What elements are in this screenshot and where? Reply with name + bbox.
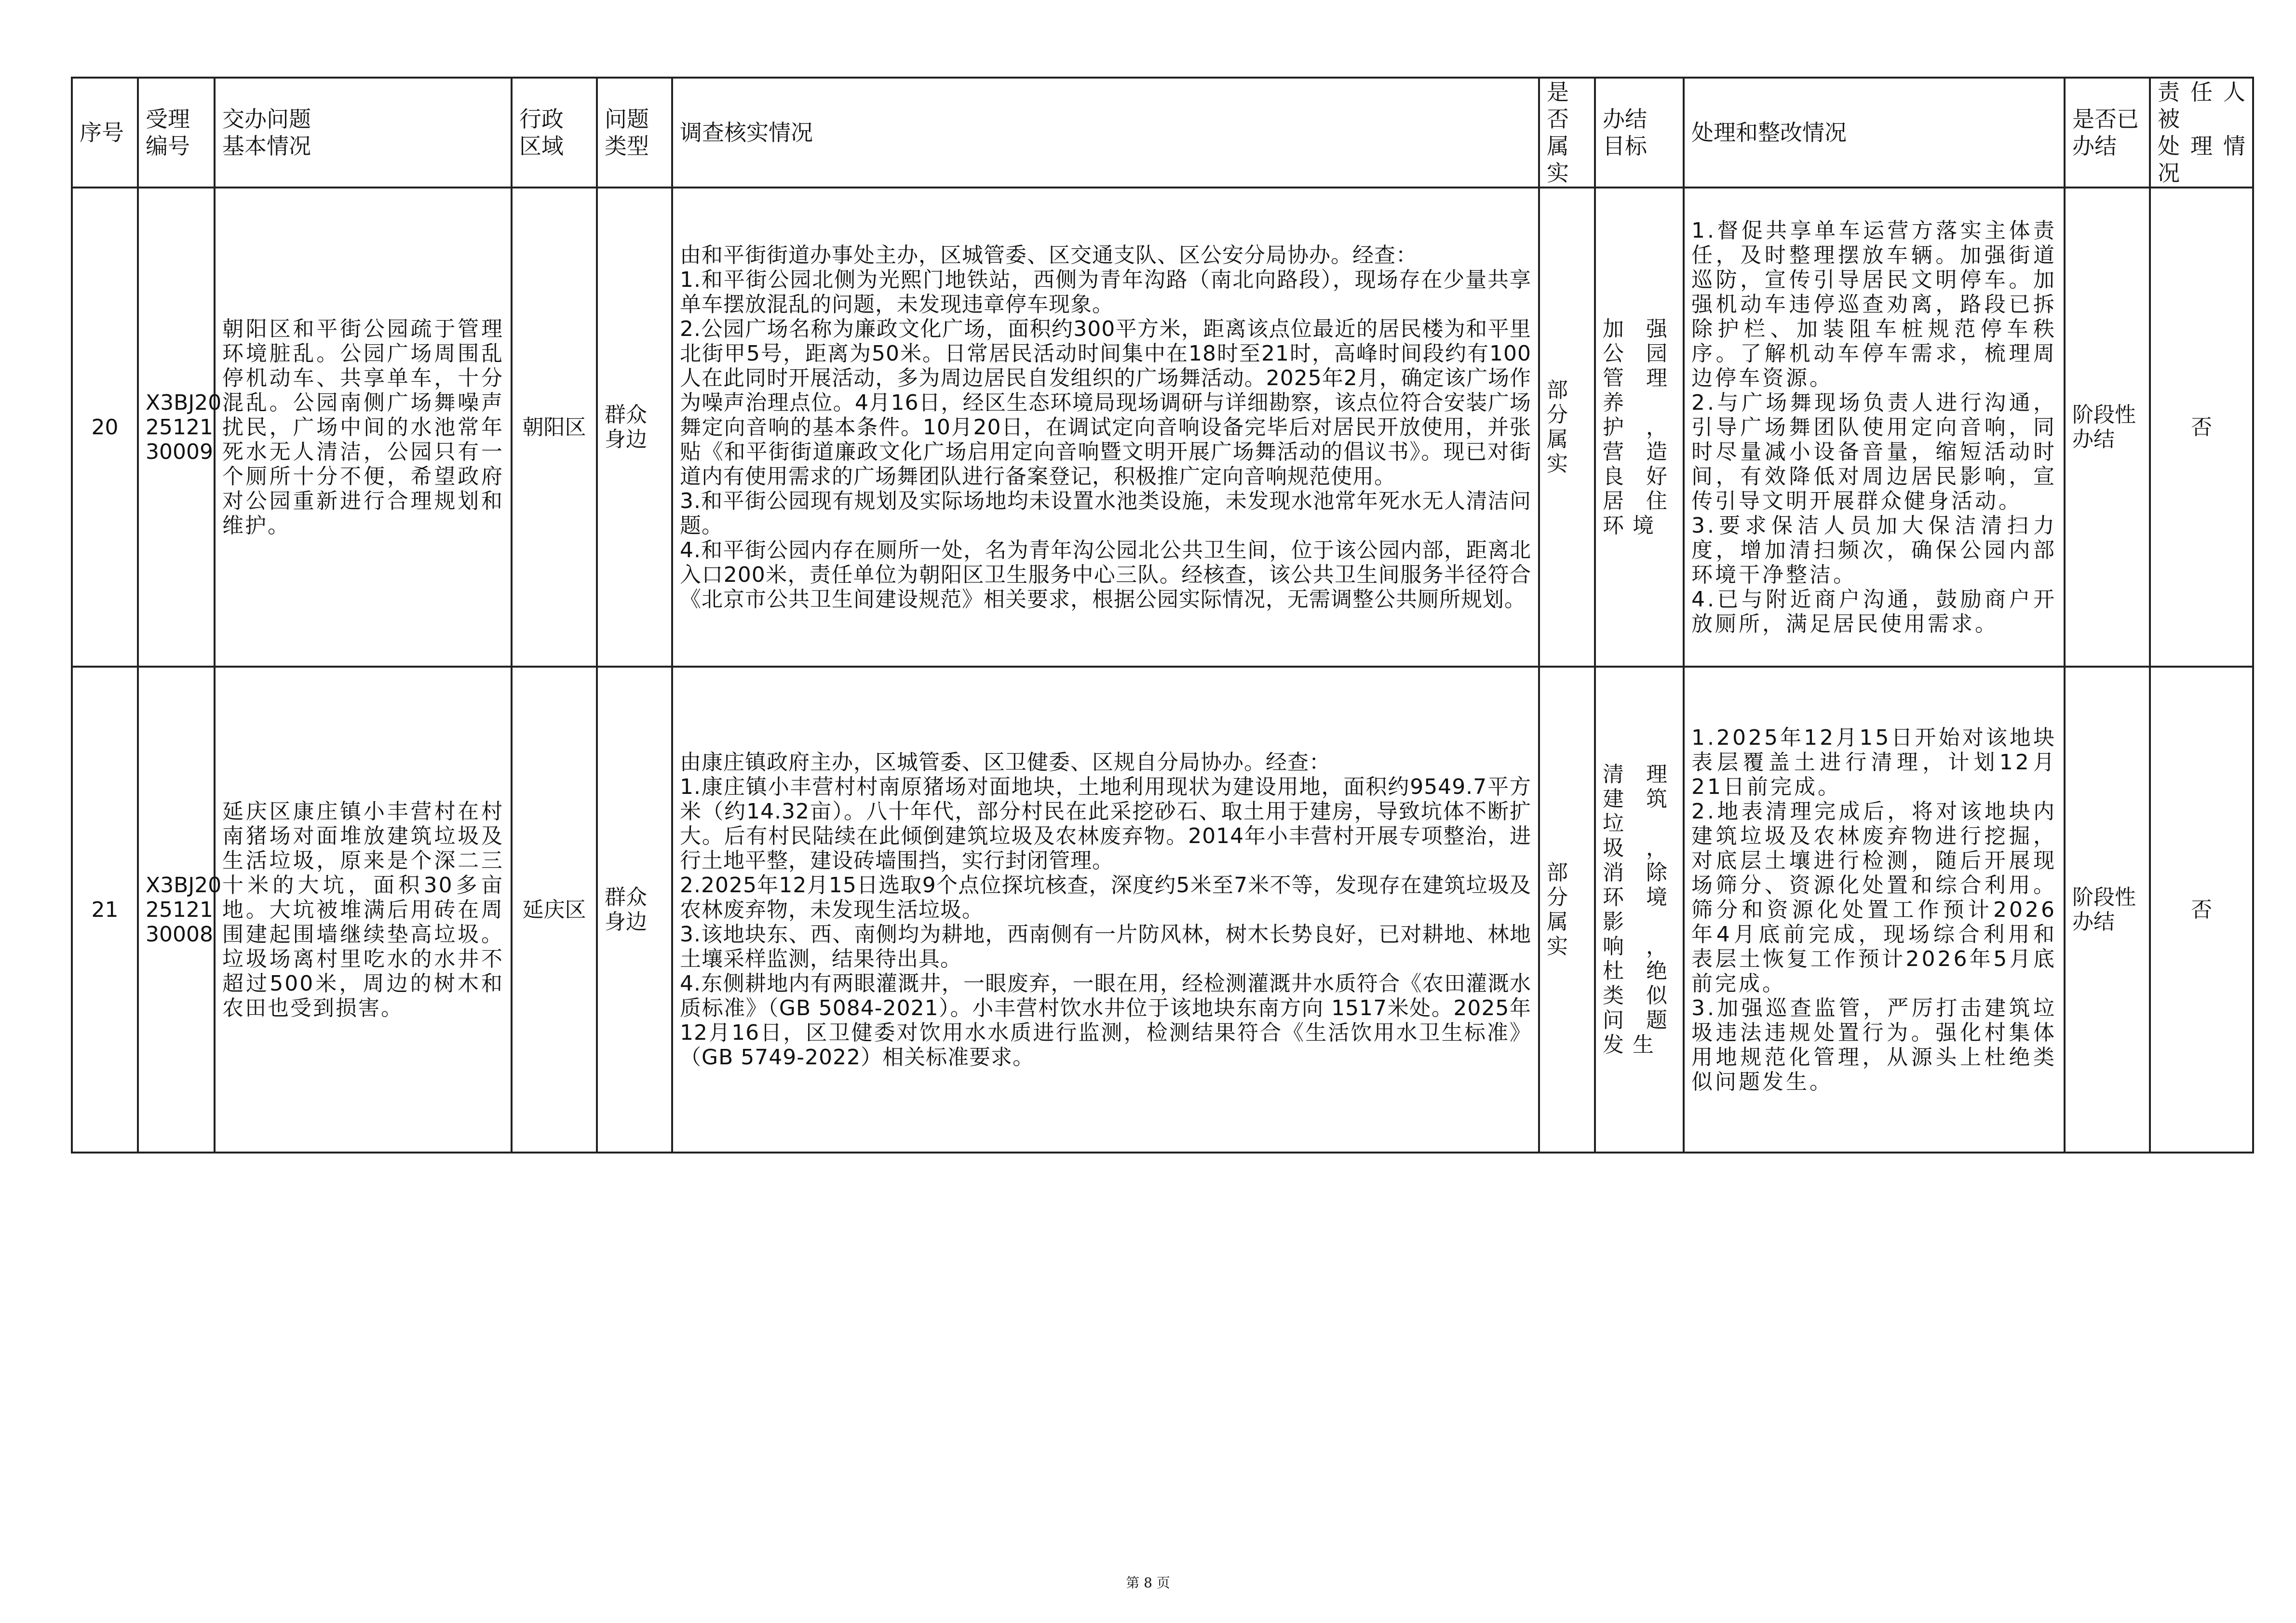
header-investigation: 调查核实情况: [672, 78, 1539, 188]
cell-id: X3BJ20 25121 30009: [138, 188, 215, 667]
header-type: 问题 类型: [597, 78, 672, 188]
cell-handling: 1.2025年12月15日开始对该地块表层覆盖土进行清理，计划12月21日前完成。 2.地表清理完成后，将对该地块内建筑垃圾及农林废弃物进行挖掘，对底层土壤进行检测，随后开展现场筛分、资源化处置和综合利用。筛分和资源化处置工作预计2026年4月底前完成，现场综合利用和表层土恢复工作预计2026年5月底前完成。 3.加强巡查监管，严厉打击建筑垃圾违法违规处置行为。强化村集体用地规范化管理，从源头上杜绝类似问题发生。: [1684, 667, 2065, 1153]
cell-basic: 延庆区康庄镇小丰营村在村南猪场对面堆放建筑垃圾及生活垃圾，原来是个深二三十米的大坑，面积30多亩地。大坑被堆满后用砖在周围建起围墙继续垫高垃圾。垃圾场离村里吃水的水井不超过500米，周边的树木和农田也受到损害。: [215, 667, 512, 1153]
cell-done: 阶段性 办结: [2065, 667, 2150, 1153]
header-basic: 交办问题 基本情况: [215, 78, 512, 188]
header-goal: 办结 目标: [1595, 78, 1684, 188]
table-row: [72, 667, 2253, 1153]
header-id: 受理 编号: [138, 78, 215, 188]
cell-type: 群众 身边: [597, 667, 672, 1153]
cell-investigation: 由和平街街道办事处主办，区城管委、区交通支队、区公安分局协办。经查： 1.和平街公园北侧为光熙门地铁站，西侧为青年沟路（南北向路段），现场存在少量共享单车摆放混乱的问题，未发现违章停车现象。 2.公园广场名称为廉政文化广场，面积约300平方米，距离该点位最近的居民楼为和平里北街甲5号，距离为50米。日常居民活动时间集中在18时至21时，高峰时间段约有100人在此同时开展活动，多为周边居民自发组织的广场舞活动。2025年2月，确定该广场作为噪声治理点位。4月16日，经区生态环境局现场调研与详细勘察，该点位符合安装广场舞定向音响的基本条件。10月20日，在调试定向音响设备完毕后对居民开放使用，并张贴《和平街街道廉政文化广场启用定向音响暨文明开展广场舞活动的倡议书》。现已对街道内有使用需求的广场舞团队进行备案登记，积极推广定向音响规范使用。 3.和平街公园现有规划及实际场地均未设置水池类设施，未发现水池常年死水无人清洁问题。 4.和平街公园内存在厕所一处，名为青年沟公园北公共卫生间，位于该公园内部，距离北入口200米，责任单位为朝阳区卫生服务中心三队。经核查，该公共卫生间服务半径符合《北京市公共卫生间建设规范》相关要求，根据公园实际情况，无需调整公共厕所规划。: [672, 188, 1539, 667]
cell-goal: 加强公园管理养护，营造良好居住环境: [1595, 188, 1684, 667]
header-no: 序号: [72, 78, 138, 188]
table-row: [72, 188, 2253, 667]
cell-punish: 否: [2150, 188, 2253, 667]
header-done: 是否已 办结: [2065, 78, 2150, 188]
cell-punish: 否: [2150, 667, 2253, 1153]
cell-true: 部分 属实: [1539, 188, 1595, 667]
cell-no: 20: [72, 188, 138, 667]
header-handling: 处理和整改情况: [1684, 78, 2065, 188]
cell-id: X3BJ20 25121 30008: [138, 667, 215, 1153]
case-table: [71, 77, 2254, 1154]
cell-true: 部分 属实: [1539, 667, 1595, 1153]
cell-handling: 1.督促共享单车运营方落实主体责任，及时整理摆放车辆。加强街道巡防，宣传引导居民文明停车。加强机动车违停巡查劝离，路段已拆除护栏、加装阻车桩规范停车秩序。了解机动车停车需求，梳理周边停车资源。 2.与广场舞现场负责人进行沟通，引导广场舞团队使用定向音响，同时尽量减小设备音量，缩短活动时间，有效降低对周边居民影响，宣传引导文明开展群众健身活动。 3.要求保洁人员加大保洁清扫力度，增加清扫频次，确保公园内部环境干净整洁。 4.已与附近商户沟通，鼓励商户开放厕所，满足居民使用需求。: [1684, 188, 2065, 667]
cell-basic: 朝阳区和平街公园疏于管理环境脏乱。公园广场周围乱停机动车、共享单车，十分混乱。公园南侧广场舞噪声扰民，广场中间的水池常年死水无人清洁，公园只有一个厕所十分不便，希望政府对公园重新进行合理规划和维护。: [215, 188, 512, 667]
cell-district: 延庆区: [512, 667, 597, 1153]
header-true: 是否 属实: [1539, 78, 1595, 188]
header-district: 行政 区域: [512, 78, 597, 188]
cell-done: 阶段性 办结: [2065, 188, 2150, 667]
cell-investigation: 由康庄镇政府主办，区城管委、区卫健委、区规自分局协办。经查： 1.康庄镇小丰营村村南原猪场对面地块，土地利用现状为建设用地，面积约9549.7平方米（约14.32亩）。八十年代，部分村民在此采挖砂石、取土用于建房，导致坑体不断扩大。后有村民陆续在此倾倒建筑垃圾及农林废弃物。2014年小丰营村开展专项整治，进行土地平整，建设砖墙围挡，实行封闭管理。 2.2025年12月15日选取9个点位探坑核查，深度约5米至7米不等，发现存在建筑垃圾及农林废弃物，未发现生活垃圾。 3.该地块东、西、南侧均为耕地，西南侧有一片防风林，树木长势良好，已对耕地、林地土壤采样监测，结果待出具。 4.东侧耕地内有两眼灌溉井，一眼废弃，一眼在用，经检测灌溉井水质符合《农田灌溉水质标准》（GB 5084-2021）。小丰营村饮水井位于该地块东南方向 1517米处。2025年12月16日，区卫健委对饮用水水质进行监测，检测结果符合《生活饮用水卫生标准》（GB 5749-2022）相关标准要求。: [672, 667, 1539, 1153]
header-punish: 责任人被 处理情况: [2150, 78, 2253, 188]
cell-no: 21: [72, 667, 138, 1153]
cell-goal: 清理建筑垃圾，消除环境影响，杜绝类似问题发生: [1595, 667, 1684, 1153]
cell-type: 群众 身边: [597, 188, 672, 667]
table-header-row: [72, 78, 2253, 188]
page-number: 第 8 页: [1126, 1575, 1170, 1591]
cell-district: 朝阳区: [512, 188, 597, 667]
